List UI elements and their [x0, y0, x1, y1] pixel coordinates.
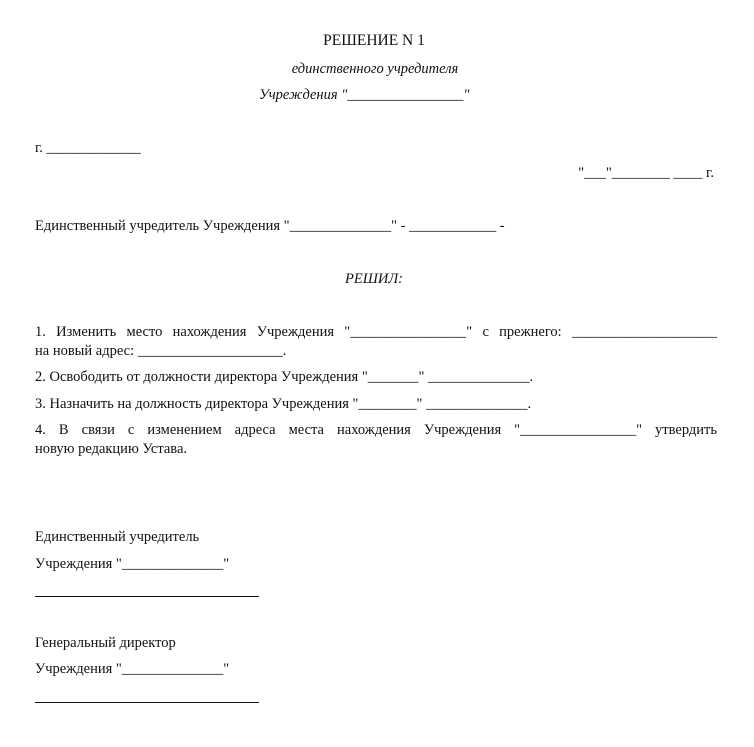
item-1-line-2: на новый адрес: ____________________.: [35, 343, 287, 359]
item-2: 2. Освободить от должности директора Учреждения "_______" ______________.: [35, 369, 534, 385]
place-line: г. _____________: [35, 140, 141, 156]
institution-heading: Учреждения "________________": [259, 87, 470, 103]
decided-heading: РЕШИЛ:: [345, 271, 403, 287]
director-signature-institution: Учреждения "______________": [35, 661, 230, 677]
intro-statement: Единственный учредитель Учреждения "______________" - ____________ -: [35, 218, 505, 234]
document-title: РЕШЕНИЕ N 1: [323, 32, 425, 49]
item-1-line-1: 1. Изменить место нахождения Учреждения "________________" с прежнего: ____________________: [35, 324, 717, 340]
item-4-line-1: 4. В связи с изменением адреса места нахождения Учреждения "________________" утвердить: [35, 422, 717, 438]
founder-signature-role: Единственный учредитель: [35, 529, 200, 545]
founder-signature-line: [35, 596, 259, 597]
date-line: "___"________ ____ г.: [578, 165, 714, 181]
director-signature-role: Генеральный директор: [35, 635, 176, 651]
document-subtitle: единственного учредителя: [291, 61, 459, 77]
item-3: 3. Назначить на должность директора Учреждения "________" ______________.: [35, 396, 532, 412]
founder-signature-institution: Учреждения "______________": [35, 556, 230, 572]
director-signature-line: [35, 702, 259, 703]
item-4-line-2: новую редакцию Устава.: [35, 441, 188, 457]
